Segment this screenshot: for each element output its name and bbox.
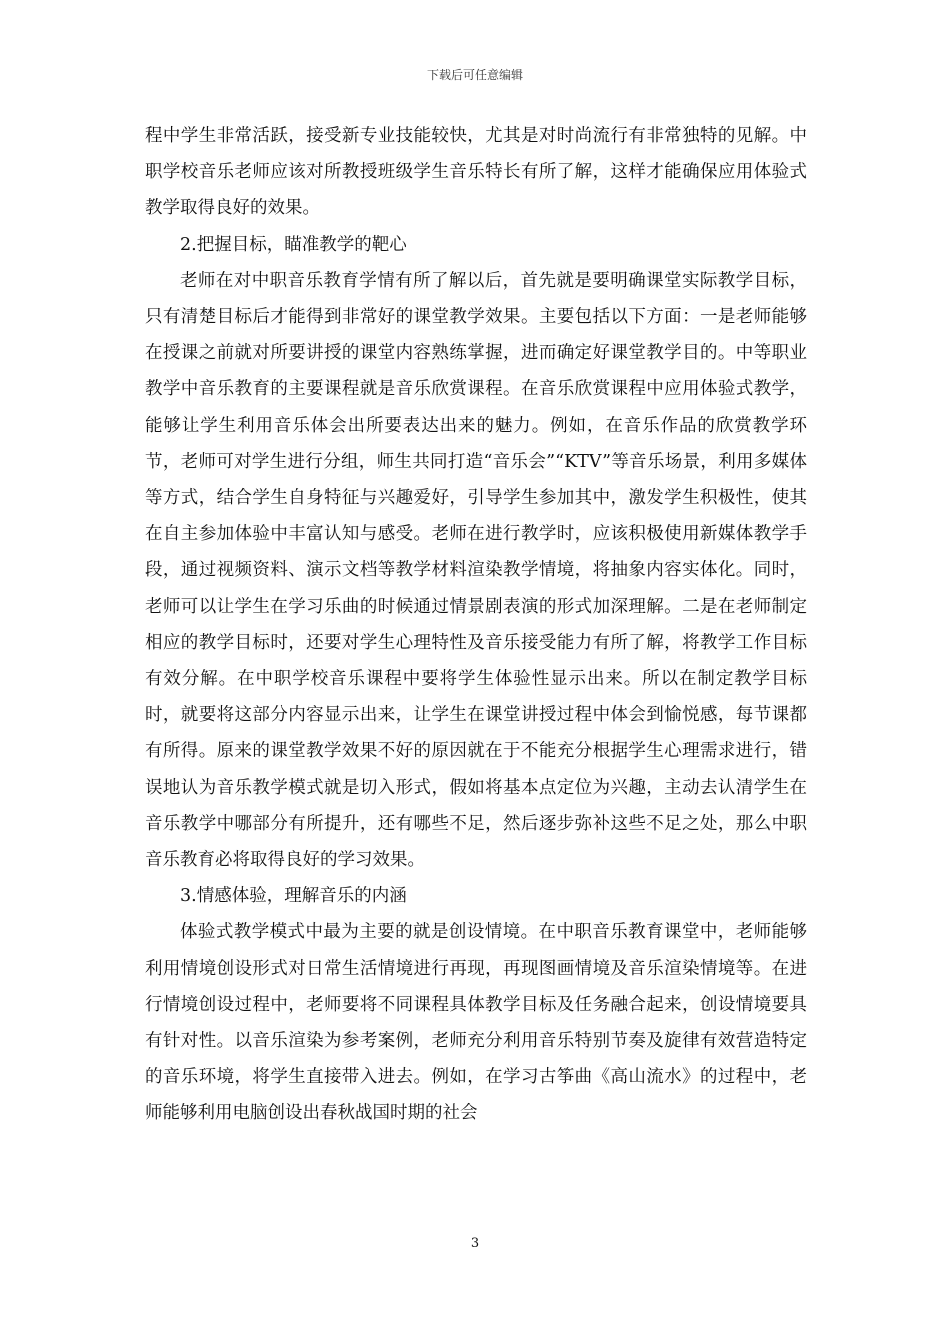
paragraph-teaching-goals: 老师在对中职音乐教育学情有所了解以后，首先就是要明确课堂实际教学目标，只有清楚目标后才能得到非常好的课堂教学效果。主要包括以下方面：一是老师能够在授课之前就对所要讲授的课堂内容熟练掌握，进而确定好课堂教学目的。中等职业教学中音乐教育的主要课程就是音乐欣赏课程。在音乐欣赏课程中应用体验式教学，能够让学生利用音乐体会出所要表达出来的魅力。例如，在音乐作品的欣赏教学环节，老师可对学生进行分组，师生共同打造“音乐会”“KTV”等音乐场景，利用多媒体等方式，结合学生自身特征与兴趣爱好，引导学生参加其中，激发学生积极性，使其在自主参加体验中丰富认知与感受。老师在进行教学时，应该积极使用新媒体教学手段，通过视频资料、演示文档等教学材料渲染教学情境，将抽象内容实体化。同时，老师可以让学生在学习乐曲的时候通过情景剧表演的形式加深理解。二是在老师制定相应的教学目标时，还要对学生心理特性及音乐接受能力有所了解，将教学工作目标有效分解。在中职学校音乐课程中要将学生体验性显示出来。所以在制定教学目标时，就要将这部分内容显示出来，让学生在课堂讲授过程中体会到愉悦感，每节课都有所得。原来的课堂教学效果不好的原因就在于不能充分根据学生心理需求进行，错误地认为音乐教学模式就是切入形式，假如将基本点定位为兴趣，主动去认清学生在音乐教学中哪部分有所提升，还有哪些不足，然后逐步弥补这些不足之处，那么中职音乐教育必将取得良好的学习效果。: [145, 270, 807, 871]
section-heading-emotional-experience: 3.情感体验，理解音乐的内涵: [180, 886, 407, 907]
document-body: [145, 118, 807, 1132]
paragraph-situation-creation: 体验式教学模式中最为主要的就是创设情境。在中职音乐教育课堂中，老师能够利用情境创设形式对日常生活情境进行再现，再现图画情境及音乐渲染情境等。在进行情境创设过程中，老师要将不同课程具体教学目标及任务融合起来，创设情境要具有针对性。以音乐渲染为参考案例，老师充分利用音乐特别节奏及旋律有效营造特定的音乐环境，将学生直接带入进去。例如，在学习古筝曲《高山流水》的过程中，老师能够利用电脑创设出春秋战国时期的社会: [145, 922, 807, 1124]
page-number: 3: [470, 1236, 480, 1251]
paragraph-continuation: 程中学生非常活跃，接受新专业技能较快，尤其是对时尚流行有非常独特的见解。中职学校音乐老师应该对所教授班级学生音乐特长有所了解，这样才能确保应用体验式教学取得良好的效果。: [145, 126, 807, 219]
section-heading-grasp-goals: 2.把握目标，瞄准教学的靶心: [180, 234, 407, 255]
page-header: 下载后可任意编辑: [426, 68, 523, 82]
